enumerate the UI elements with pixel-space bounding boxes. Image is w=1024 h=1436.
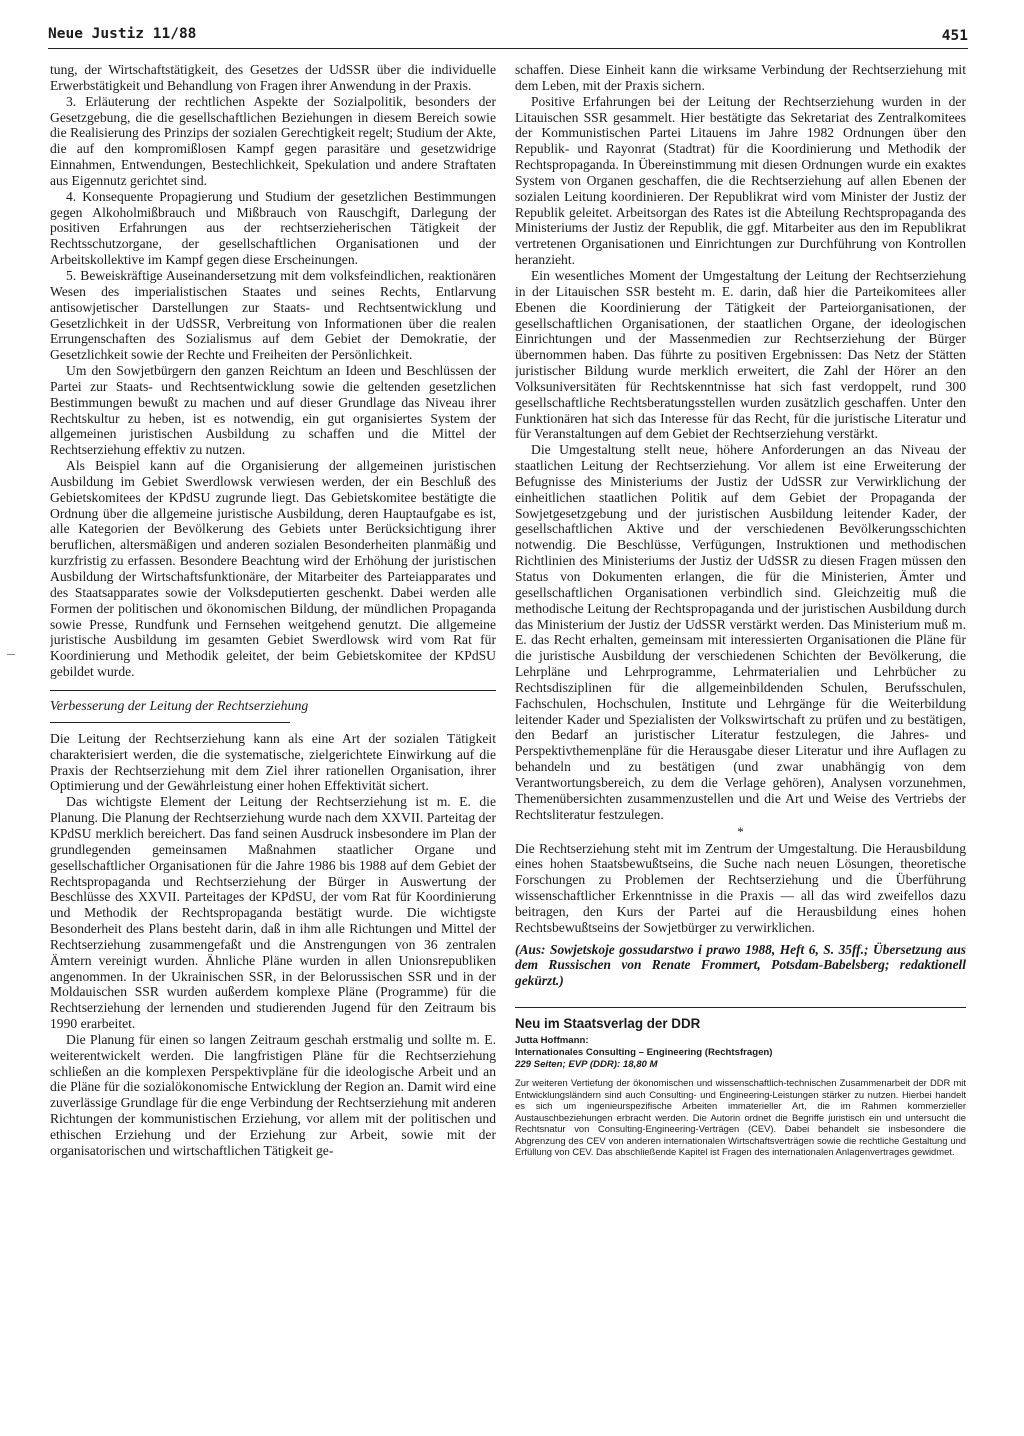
paragraph: Um den Sowjetbürgern den ganzen Reichtum an Ideen und Beschlüssen der Partei zur Staats- und Rechtsentwicklung sowie die geltenden gesetzlichen Bestimmungen bewußt zu machen und auf dieser Grundlage das Niveau ihrer Rechtskultur zu heben, ist es notwendig, ein gut organisiertes System der allgemeinen juristischen Ausbildung zu schaffen und die Mittel der Rechtserziehung effektiv zu nutzen. <box>50 363 496 458</box>
paragraph: Positive Erfahrungen bei der Leitung der Rechtserziehung wurden in der Litauischen SSR gesammelt. Hier bestätigte das Sekretariat des Zentralkomitees der Kommunistischen Partei Litauens im Jahre 1982 Ordnungen über den Republik- und Rayonrat (Stadtrat) für die Koordinierung und Methodik der Rechtspropaganda. In Übereinstimmung mit diesen Ordnungen wurde ein exaktes System von Organen geschaffen, die die Rechtserziehung auf allen Ebenen der sozialen Leitung koordinieren. Der Republikrat wird vom Minister der Justiz der Republik geleitet. Arbeitsorgan des Rates ist die Abteilung Rechtspropaganda des Ministeriums der Justiz der Republik, die ggf. Mitarbeiter aus den im Republikrat vertretenen Organisationen und Einrichtungen zur Durchführung von Kontrollen heranzieht. <box>515 93 966 268</box>
page-number: 451 <box>941 28 968 44</box>
book-title: Internationales Consulting – Engineering (Rechtsfragen) <box>515 1046 773 1058</box>
book-author: Jutta Hoffmann: <box>515 1034 589 1046</box>
paragraph: Als Beispiel kann auf die Organisierung der allgemeinen juristischen Ausbildung im Gebiet Swerdlowsk verwiesen werden, der ein Beschluß des Gebietskomitees der KPdSU zugrunde liegt. Das Gebietskomitee bestätigte die Ordnung über die allgemeine juristische Ausbildung, deren Hauptaufgabe es ist, alle Kategorien der Bevölkerung des Gebiets unter Berücksichtigung ihrer beruflichen, altersmäßigen und anderen sozialen Besonderheiten planmäßig und kurzfristig zu erfassen. Besondere Beachtung wird der Erhöhung der juristischen Ausbildung der Wirtschaftsfunktionäre, der Mitarbeiter des Parteiapparates und des Staatsapparates sowie der Volksdeputierten geschenkt. Dabei werden alle Formen der politischen und ökonomischen Bildung, der mündlichen Propaganda sowie Presse, Rundfunk und Fernsehen weitgehend genutzt. Die allgemeine juristische Ausbildung im gesamten Gebiet Swerdlowsk wird vom Rat für Koordinierung und Methodik geleitet, der beim Gebietskomitee der KPdSU gebildet wurde. <box>50 458 496 680</box>
right-column <box>515 62 966 1392</box>
section-separator: * <box>737 823 744 839</box>
section-heading: Verbesserung der Leitung der Rechtserziehung <box>50 697 309 713</box>
notice-title: Neu im Staatsverlag der DDR <box>515 1015 701 1031</box>
paragraph: 5. Beweiskräftige Auseinandersetzung mit dem volksfeindlichen, reaktionären Wesen des imperialistischen Staates und seines Rechts, Entlarvung antisowjetischer Darstellungen zur Staats- und Rechtsentwicklung und Gesetzlichkeit in der UdSSR, Verbreitung von Informationen über die realen Errungenschaften des Sozialismus auf dem Gebiet der Demokratie, der Gesetzlichkeit sowie der Rechte und Freiheiten der Persönlichkeit. <box>50 267 496 363</box>
paragraph: Das wichtigste Element der Leitung der Rechtserziehung ist m. E. die Planung. Die Planung der Rechtserziehung wurde nach dem XXVII. Parteitag der KPdSU merklich bereichert. Das fand seinen Ausdruck insbesondere im Plan der grundlegenden gemeinsamen Maßnahmen staatlicher Organe und gesellschaftlicher Organisationen für die Jahre 1986 bis 1988 auf dem Gebiet der Rechtspropaganda und Rechtserziehung der Bürger in Auswertung der Beschlüsse des XXVII. Parteitages der KPdSU, der vom Rat für Koordinierung und Methodik der Rechtspropaganda bestätigt wurde. Die wichtigste Besonderheit des Plans besteht darin, daß in ihm alle Richtungen und Mittel der Rechtserziehung zusammengefaßt und die Anstrengungen von 36 zentralen Ämtern vereinigt wurden. Ähnliche Pläne wurden in allen Unionsrepubliken angenommen. In der Ukrainischen SSR, in der Belorussischen SSR und in der Moldauischen SSR wurden außerdem komplexe Pläne (Programme) für die Rechtserziehung der lernenden und studierenden Jugend für den Zeitraum bis 1990 erarbeitet. <box>50 794 496 1032</box>
paragraph: Ein wesentliches Moment der Umgestaltung der Leitung der Rechtserziehung in der Litauischen SSR besteht m. E. darin, daß hier die Parteikomitees aller Ebenen die Koordinierung der Tätigkeit der Parteiorganisationen, der gesellschaftlichen Organisationen, der staatlichen Organe, der ideologischen Einrichtungen und der Massenmedien zur Rechtserziehung der Bürger übernommen haben. Das führte zu positiven Ergebnissen: Das Netz der Stätten juristischer Bildung wurde merklich erweitert, die Zahl der Hörer an den Volksuniversitäten für Rechtskenntnisse hat sich fast verdoppelt, rund 300 gesellschaftliche Rechtsberatungsstellen wurden zusätzlich geschaffen. Unter den Funktionären hat sich das Interesse für das Recht, für die juristische Literatur und für Veranstaltungen auf dem Gebiet der Rechtserziehung verstärkt. <box>515 267 966 442</box>
book-price: 229 Seiten; EVP (DDR): 18,80 M <box>515 1058 658 1070</box>
paragraph: 3. Erläuterung der rechtlichen Aspekte der Sozialpolitik, besonders der Gesetzgebung, die die gesellschaftlichen Beziehungen in diesem Bereich sowie die Realisierung des Prinzips der sozialen Gerechtigkeit regelt; Studium der Akte, die auf den kompromißlosen Kampf gegen parasitäre und gesetzwidrige Einnahmen, Entwendungen, Bestechlichkeit, Spekulation und andere Straftaten aus Eigennutz gerichtet sind. <box>50 93 496 188</box>
left-column <box>50 62 496 1392</box>
source-note: (Aus: Sowjetskoje gossudarstwo i prawo 1988, Heft 6, S. 35ff.; Übersetzung aus dem Russischen von Renate Frommert, Potsdam-Babelsberg; redaktionell gekürzt.) <box>515 941 966 989</box>
publisher-notice <box>515 1007 966 1158</box>
page-header <box>48 26 968 48</box>
journal-title: Neue Justiz 11/88 <box>48 26 197 42</box>
book-description: Zur weiteren Vertiefung der ökonomischen und wissenschaftlich-technischen Zusammenarbeit der DDR mit Entwicklungsländern sind auch Consulting- und Engineering-Leistungen stärker zu nutzen. Hierbei handelt es sich um ingenieurspezifische Arbeiten immaterieller Art, die im Rahmen kommerzieller Austauschbeziehungen erbracht werden. Die Autorin ordnet die Begriffe juristisch ein und untersucht die Rechtsnatur von Consulting-Engineering-Verträgen (CEV). Dabei behandelt sie insbesondere die Abgrenzung des CEV von anderen internationalen Wirtschaftsverträgen sowie die rechtliche Gestaltung und Erfüllung von CEV. Das abschließende Kapitel ist Fragen des internationalen Anlagenvertrages gewidmet. <box>515 1076 966 1158</box>
header-rule <box>48 48 968 49</box>
heading-underline <box>50 722 290 723</box>
paragraph: schaffen. Diese Einheit kann die wirksame Verbindung der Rechtserziehung mit dem Leben, mit der Praxis sichern. <box>515 62 966 93</box>
section-rule <box>50 690 496 691</box>
paragraph: Die Umgestaltung stellt neue, höhere Anforderungen an das Niveau der staatlichen Leitung der Rechtserziehung. Vor allem ist eine Erweiterung der Befugnisse des Ministeriums der Justiz der UdSSR zur Verwirklichung der einheitlichen staatlichen Politik auf dem Gebiet der Propaganda der Sowjetgesetzgebung und der juristischen Ausbildung leitender Kader, der gesellschaftlichen Aktive und der verschiedenen Bevölkerungsschichten notwendig. Die Beschlüsse, Verfügungen, Instruktionen und methodischen Richtlinien des Ministeriums der Justiz der UdSSR zu diesen Fragen müssen den Status von Dokumenten erlangen, die für die Ministerien, Ämter und gesellschaftlichen Organisationen verbindlich sind. Gleichzeitig muß die methodische Leitung der Rechtspropaganda und der juristischen Ausbildung durch das Ministerium der Justiz der UdSSR verstärkt werden. Das Ministerium muß m. E. das Recht erhalten, gemeinsam mit interessierten Organisationen die Pläne für die juristische Ausbildung der verschiedenen Schichten der Bevölkerung, die Lehrpläne und Lehrprogramme, Lehrmaterialien und Lehrbücher zu Rechtsdisziplinen für die allgemeinbildenden Schulen, Berufsschulen, Fachschulen, Hochschulen, Institute und Lehrgänge für die Weiterbildung leitender Kader und Spezialisten der Volkswirtschaft zu prüfen und zu bestätigen, den Bedarf an juristischer Literatur festzulegen, die Jahres- und Perspektivthemenpläne für die Herausgabe dieser Literatur und ihre Auflagen zu behandeln und zu bestätigen (und zwar unabhängig von dem Verantwortungsbereich, zu dem die Verlage gehören), Analysen vorzunehmen, Themenübersichten zusammenzustellen und die Art und Weise des Vertriebs der Rechtsliteratur festzulegen. <box>515 442 966 822</box>
paragraph: tung, der Wirtschaftstätigkeit, des Gesetzes der UdSSR über die individuelle Erwerbstätigkeit und Behandlung von Fragen ihrer Anwendung in der Praxis. <box>50 62 496 93</box>
paragraph: Die Rechtserziehung steht mit im Zentrum der Umgestaltung. Die Herausbildung eines hohen Staatsbewußtseins, die Suche nach neuen Lösungen, theoretische Forschungen zu Problemen der Rechtserziehung und die Überführung wissenschaftlicher Erkenntnisse in die Praxis — all das wird zweifellos dazu beitragen, den Kurs der Partei auf die Herausbildung eines hohen Rechtsbewußtseins der Sowjetbürger zu verwirklichen. <box>515 840 966 935</box>
paragraph: Die Planung für einen so langen Zeitraum geschah erstmalig und sollte m. E. weiterentwickelt werden. Die langfristigen Pläne für die Rechtserziehung schließen an die komplexen Perspektivpläne für die ideologische Arbeit und an die Pläne für die sozialökonomische Entwicklung der Region an. Damit wird eine zuverlässige Grundlage für die enge Verbindung der Rechtserziehung mit anderen Richtungen der kommunistischen Erziehung, vor allem mit der politischen und ethischen Erziehung und der Erziehung zur Arbeit, sowie mit der organisatorischen und wirtschaftlichen Tätigkeit ge- <box>50 1031 496 1158</box>
paragraph: 4. Konsequente Propagierung und Studium der gesetzlichen Bestimmungen gegen Alkoholmißbrauch und Mißbrauch von Rauschgift, Darlegung der positiven Erfahrungen aus der rechtserzieherischen Tätigkeit der Rechtsschutzorgane, der gesellschaftlichen Organisationen und der Arbeitskollektive im Kampf gegen diese Erscheinungen. <box>50 188 496 268</box>
paragraph: Die Leitung der Rechtserziehung kann als eine Art der sozialen Tätigkeit charakterisiert werden, die die systematische, zielgerichtete Einwirkung auf die Praxis der Rechtserziehung mit dem Ziel ihrer rationellen Organisation, ihrer Optimierung und der Gewährleistung einer hohen Effektivität sichert. <box>50 730 496 794</box>
margin-mark <box>7 654 15 655</box>
